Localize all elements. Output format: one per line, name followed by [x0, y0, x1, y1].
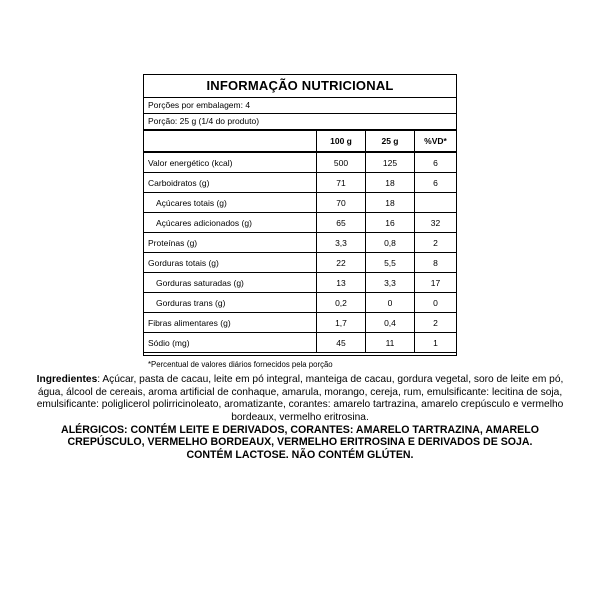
value-100g: 500 — [317, 152, 366, 173]
value-daily-percent: 1 — [415, 333, 457, 353]
nutrition-title: INFORMAÇÃO NUTRICIONAL — [144, 75, 456, 98]
value-25g: 0 — [366, 293, 415, 313]
value-25g: 18 — [366, 193, 415, 213]
value-100g: 71 — [317, 173, 366, 193]
table-row — [144, 273, 456, 293]
ingredients-list: : Açúcar, pasta de cacau, leite em pó integral, manteiga de cacau, gordura vegetal, soro de leite em pó, água, álcool de cereais, aroma artificial de conhaque, amarula, morango, cereja, rum, emulsificante: lecitina de soja, emulsificante: poliglicerol polirricinoleato, aromatizante, corantes: amarelo tartrazina, amarelo crepúsculo e vermelho bordeaux, vermelho eritrosina. — [36, 374, 564, 423]
value-daily-percent: 17 — [415, 273, 457, 293]
nutrient-name: Gorduras saturadas (g) — [144, 273, 317, 293]
serving-size: Porção: 25 g (1/4 do produto) — [144, 114, 456, 131]
table-row — [144, 152, 456, 173]
table-row — [144, 233, 456, 253]
table-row — [144, 193, 456, 213]
nutrient-name: Sódio (mg) — [144, 333, 317, 353]
column-header: 100 g — [317, 131, 366, 152]
nutrient-name: Valor energético (kcal) — [144, 152, 317, 173]
servings-per-package: Porções por embalagem: 4 — [144, 98, 456, 114]
value-daily-percent: 32 — [415, 213, 457, 233]
value-100g: 0,2 — [317, 293, 366, 313]
value-25g: 125 — [366, 152, 415, 173]
table-row — [144, 253, 456, 273]
table-row — [144, 173, 456, 193]
column-header: 25 g — [366, 131, 415, 152]
nutrient-name: Açúcares totais (g) — [144, 193, 317, 213]
nutrient-name: Gorduras trans (g) — [144, 293, 317, 313]
value-25g: 18 — [366, 173, 415, 193]
column-header: %VD* — [415, 131, 457, 152]
nutrition-table-body — [144, 152, 456, 353]
value-100g: 65 — [317, 213, 366, 233]
value-daily-percent: 6 — [415, 173, 457, 193]
value-100g: 45 — [317, 333, 366, 353]
value-25g: 0,4 — [366, 313, 415, 333]
nutrient-name: Proteínas (g) — [144, 233, 317, 253]
ingredients-label: Ingredientes — [36, 374, 98, 385]
ingredients-text — [30, 374, 570, 424]
nutrient-name: Carboidratos (g) — [144, 173, 317, 193]
allergens-line: ALÉRGICOS: CONTÉM LEITE E DERIVADOS, CORANTES: AMARELO TARTRAZINA, AMARELO CREPÚSCULO, VERMELHO BORDEAUX, VERMELHO ERITROSINA E DERIVADOS DE SOJA. — [61, 424, 539, 449]
value-100g: 13 — [317, 273, 366, 293]
value-daily-percent: 6 — [415, 152, 457, 173]
table-header-row — [144, 131, 456, 152]
table-row — [144, 313, 456, 333]
nutrient-name: Fibras alimentares (g) — [144, 313, 317, 333]
value-25g: 0,8 — [366, 233, 415, 253]
value-100g: 1,7 — [317, 313, 366, 333]
column-header — [144, 131, 317, 152]
allergens-text — [30, 424, 570, 461]
value-100g: 3,3 — [317, 233, 366, 253]
nutrient-name: Açúcares adicionados (g) — [144, 213, 317, 233]
nutrition-table — [144, 131, 456, 353]
value-100g: 70 — [317, 193, 366, 213]
value-25g: 16 — [366, 213, 415, 233]
value-daily-percent — [415, 193, 457, 213]
footnote: *Percentual de valores diários fornecidos pela porção — [148, 360, 333, 369]
allergens-line: CONTÉM LACTOSE. NÃO CONTÉM GLÚTEN. — [186, 448, 414, 461]
value-daily-percent: 8 — [415, 253, 457, 273]
table-row — [144, 333, 456, 353]
value-daily-percent: 2 — [415, 313, 457, 333]
table-row — [144, 213, 456, 233]
nutrition-facts-panel — [143, 74, 457, 369]
value-25g: 11 — [366, 333, 415, 353]
value-100g: 22 — [317, 253, 366, 273]
value-daily-percent: 2 — [415, 233, 457, 253]
value-25g: 5,5 — [366, 253, 415, 273]
table-row — [144, 293, 456, 313]
value-25g: 3,3 — [366, 273, 415, 293]
value-daily-percent: 0 — [415, 293, 457, 313]
nutrient-name: Gorduras totais (g) — [144, 253, 317, 273]
